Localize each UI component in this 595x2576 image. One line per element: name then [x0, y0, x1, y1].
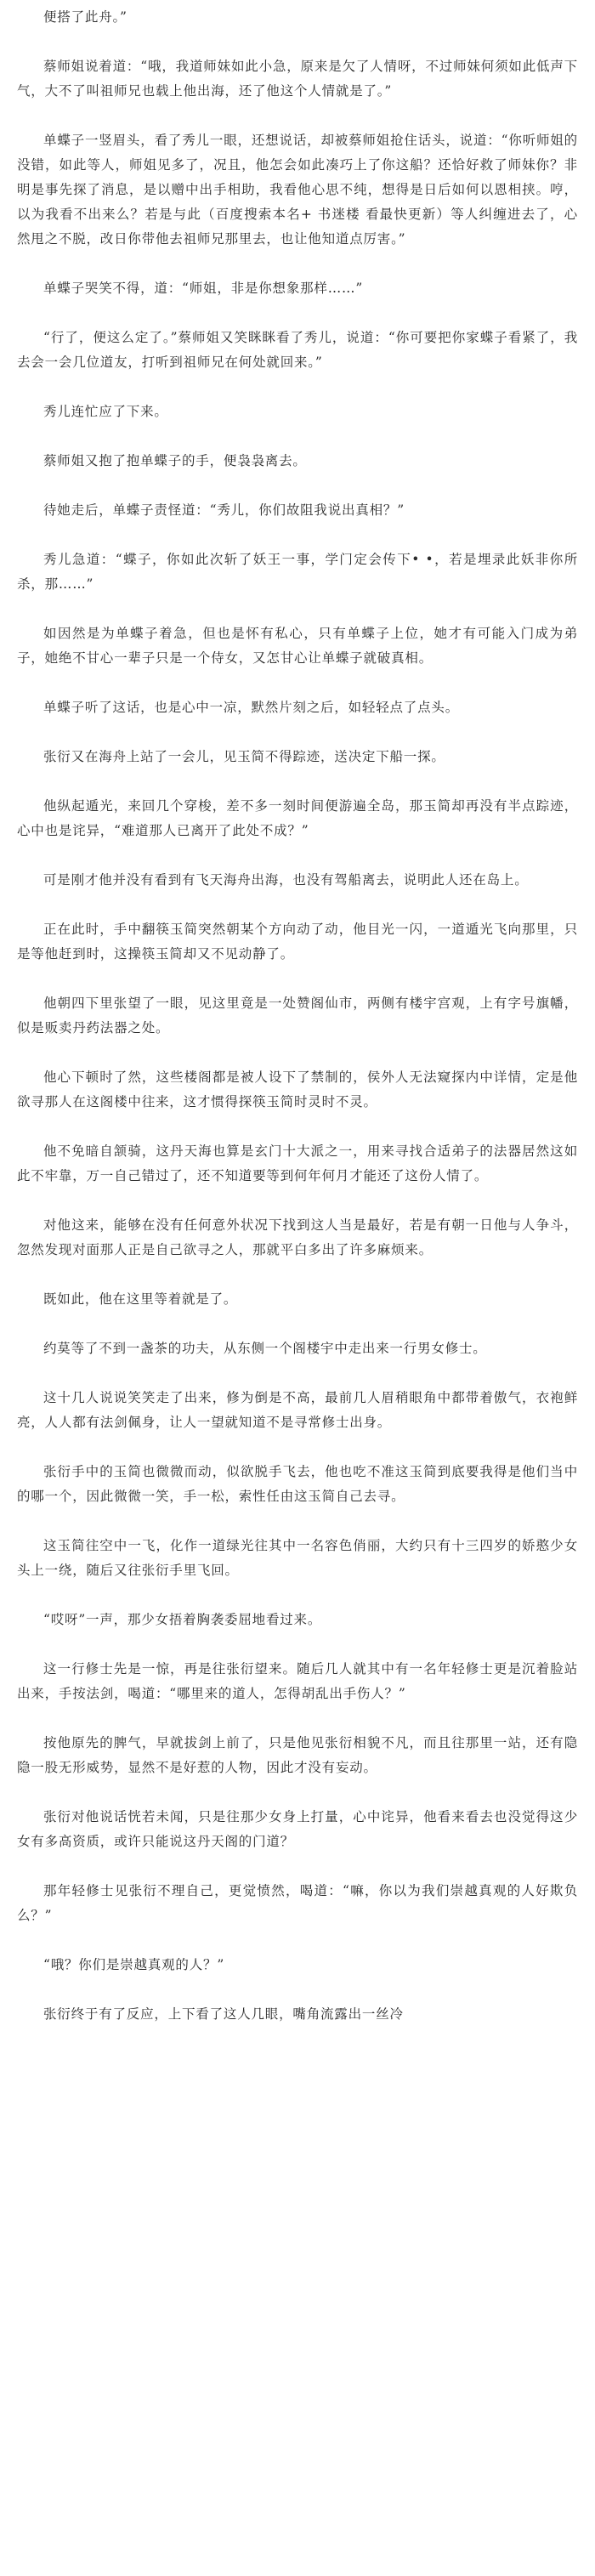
paragraph: 蔡师姐又抱了抱单蝶子的手，便袅袅离去。	[43, 453, 307, 468]
paragraph: 他心下顿时了然，这些楼阁都是被人设下了禁制的，侯外人无法窥探内中详情，定是他欲寻那人在这阁楼中往来，这才惯得探筷玉简时灵时不灵。	[17, 1070, 578, 1109]
paragraph: 约莫等了不到一盏茶的功夫，从东侧一个阁楼宇中走出来一行男女修士。	[43, 1341, 487, 1356]
paragraph: 单蝶子一竖眉头，看了秀儿一眼，还想说话，却被蔡师姐抢住话头，说道：“你听师姐的没错，如此等人，师姐见多了，况且，他怎会如此凑巧上了你这船？还恰好救了师妹你？非明是事先探了消息，是以赠中出手相助，我看他心思不纯，想得是日后如何以恩相挟。哼，以为我看不出来么？若是与此（百度搜索本名+ 书迷楼 看最快更新）等人纠缠进去了，心然甩之不脱，改日你带他去祖师兄那里去，也让他知道点厉害。”	[17, 133, 578, 247]
paragraph: 这玉简往空中一飞，化作一道绿光往其中一名容色俏丽，大约只有十三四岁的娇憨少女头上一绕，随后又往张衍手里飞回。	[17, 1538, 578, 1578]
paragraph: 张衍又在海舟上站了一会儿，见玉简不得踪迹，送决定下船一探。	[43, 749, 445, 764]
paragraph: 他不免暗自颔骑，这丹天海也算是玄门十大派之一，用来寻找合适弟子的法器居然这如此不牢靠，万一自己错过了，还不知道要等到何年何月才能还了这份人情了。	[17, 1143, 578, 1183]
paragraph: 便搭了此舟。”	[43, 9, 128, 25]
paragraph: 他朝四下里张望了一眼，见这里竟是一处赞阁仙市，两侧有楼宇宫观，上有字号旗幡，似是贩卖丹药法器之处。	[17, 996, 578, 1036]
paragraph: 如因然是为单蝶子着急，但也是怀有私心，只有单蝶子上位，她才有可能入门成为弟子，她绝不甘心一辈子只是一个侍女，又怎甘心让单蝶子就破真相。	[17, 626, 578, 666]
paragraph: 单蝶子哭笑不得，道：“师姐，非是你想象那样……”	[43, 281, 364, 296]
paragraph: 待她走后，单蝶子责怪道：“秀儿，你们故阻我说出真相？”	[43, 502, 405, 518]
paragraph: “行了，便这么定了。”蔡师姐又笑眯眯看了秀儿，说道：“你可要把你家蝶子看紧了，我去会一会几位道友，打听到祖师兄在何处就回来。”	[17, 330, 578, 370]
paragraph: 正在此时，手中翻筷玉简突然朝某个方向动了动，他目光一闪，一道遁光飞向那里，只是等他赶到时，这操筷玉简却又不见动静了。	[17, 922, 578, 962]
paragraph: 这十几人说说笑笑走了出来，修为倒是不高，最前几人眉稍眼角中都带着傲气，衣袍鲜亮，人人都有法剑佩身，让人一望就知道不是寻常修士出身。	[17, 1390, 578, 1430]
paragraph: 秀儿急道：“蝶子，你如此次斩了妖王一事，学门定会传下• •，若是埋录此妖非你所杀，那……”	[17, 552, 578, 592]
paragraph: 张衍对他说话恍若未闻，只是往那少女身上打量，心中诧异，他看来看去也没觉得这少女有多高资质，或许只能说这丹天阁的门道？	[17, 1809, 578, 1849]
paragraph: 既如此，他在这里等着就是了。	[43, 1291, 238, 1307]
paragraph: 蔡师姐说着道：“哦，我道师妹如此小急，原来是欠了人情呀，不过师妹何须如此低声下气，大不了叫祖师兄也载上他出海，还了他这个人情就是了。”	[17, 59, 578, 99]
paragraph: 张衍终于有了反应，上下看了这人几眼，嘴角流露出一丝冷	[43, 2006, 404, 2022]
paragraph: 按他原先的脾气，早就拔剑上前了，只是他见张衍相貌不凡，而且往那里一站，还有隐隐一股无形威势，显然不是好惹的人物，因此才没有妄动。	[17, 1735, 578, 1775]
paragraph: 秀儿连忙应了下来。	[43, 404, 168, 419]
paragraph: 单蝶子听了这话，也是心中一凉，默然片刻之后，如轻轻点了点头。	[43, 700, 460, 715]
paragraph: 这一行修士先是一惊，再是往张衍望来。随后几人就其中有一名年轻修士更是沉着脸站出来，手按法剑，喝道：“哪里来的道人，怎得胡乱出手伤人？”	[17, 1661, 578, 1701]
paragraph: 那年轻修士见张衍不理自己，更觉愤然，喝道：“嘛，你以为我们崇越真观的人好欺负么？”	[17, 1883, 578, 1923]
paragraph: 对他这来，能够在没有任何意外状况下找到这人当是最好，若是有朝一日他与人争斗，忽然发现对面那人正是自己欲寻之人，那就平白多出了许多麻烦来。	[17, 1217, 578, 1257]
paragraph: “哎呀”一声，那少女捂着胸袭委屈地看过来。	[43, 1612, 322, 1627]
paragraph: 张衍手中的玉简也微微而动，似欲脱手飞去，他也吃不准这玉简到底要我得是他们当中的哪一个，因此微微一笑，手一松，索性任由这玉简自己去寻。	[17, 1464, 578, 1504]
paragraph: 他纵起遁光，来回几个穿梭，差不多一刻时间便游遍全岛，那玉简却再没有半点踪迹，心中也是诧异，“难道那人已离开了此处不成？”	[17, 798, 578, 838]
paragraph: 可是刚才他并没有看到有飞天海舟出海，也没有驾船离去，说明此人还在岛上。	[43, 872, 529, 888]
paragraph: “哦？你们是崇越真观的人？”	[43, 1957, 225, 1972]
